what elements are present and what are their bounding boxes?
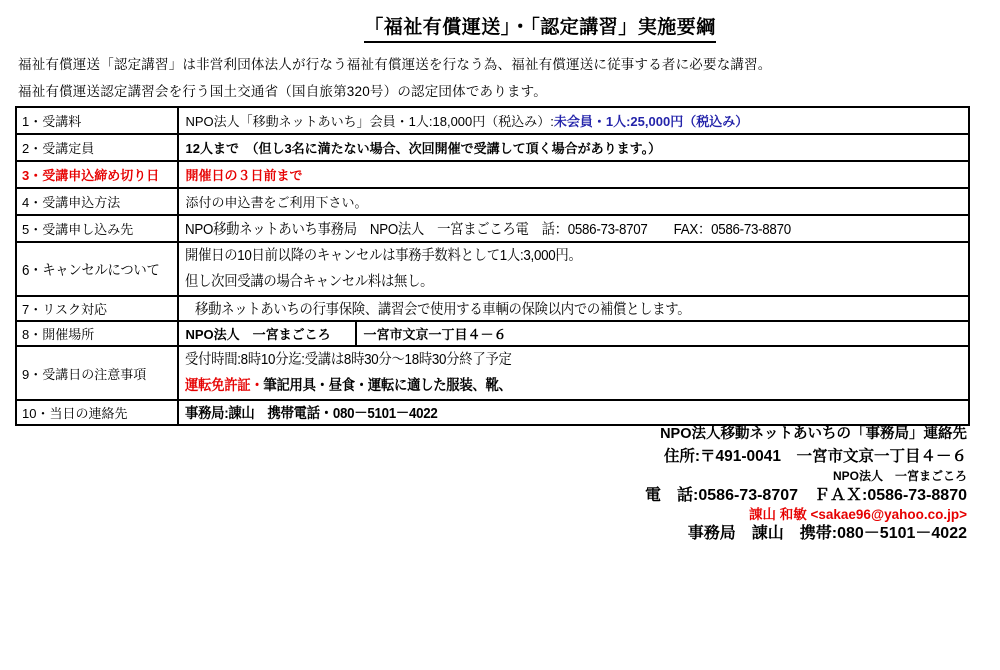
cancellation-line-1 bbox=[185, 243, 962, 269]
venue-name-cell: NPO法人 一宮まごころ bbox=[178, 321, 356, 346]
day-notes-line-2-text bbox=[185, 373, 512, 399]
table-row-capacity bbox=[16, 134, 969, 161]
row-value bbox=[178, 215, 969, 242]
row-label: 3・受講申込締め切り日 bbox=[16, 161, 178, 188]
row-label: 7・リスク対応 bbox=[16, 296, 178, 321]
table-row-cancellation bbox=[16, 242, 969, 296]
row-label-text: 6・キャンセルについて bbox=[22, 262, 160, 279]
table-row-venue bbox=[16, 321, 969, 346]
row-value: 12人まで （但し3名に満たない場合、次回開催で受講して頂く場合があります。） bbox=[178, 134, 969, 161]
info-table bbox=[15, 106, 970, 426]
info-table-wrapper bbox=[15, 106, 970, 426]
row-value: 添付の申込書をご利用下さい。 bbox=[178, 188, 969, 215]
document-title-row bbox=[0, 12, 1000, 43]
intro-line-1: 福祉有償運送「認定講習」は非営利団体法人が行なう福祉有償運送を行なう為、福祉有償運送に従事する者に必要な講習。 bbox=[18, 57, 772, 72]
table-row-application-method bbox=[16, 188, 969, 215]
footer-address: 住所:〒491-0041 一宮市文京一丁目４－６ bbox=[663, 448, 967, 465]
intro-paragraphs bbox=[18, 51, 772, 105]
cancellation-line-2-text: 但し次回受講の場合キャンセル料は無し。 bbox=[185, 274, 434, 290]
application-address-text: NPO移動ネットあいち事務局 NPO法人 一宮まごころ電 話：0586-73-8707 FAX：0586-73-8870 bbox=[185, 222, 792, 238]
day-notes-line-1-text: 受付時間:8時10分迄:受講は8時30分～18時30分終了予定 bbox=[185, 352, 512, 368]
row-value bbox=[178, 400, 969, 425]
table-row-deadline bbox=[16, 161, 969, 188]
row-value bbox=[178, 107, 969, 134]
fee-member: NPO法人「移動ネットあいち」会員・1人:18,000円（税込み）: bbox=[185, 114, 554, 129]
items-to-bring-text: 筆記用具・昼食・運転に適した服装、靴、 bbox=[263, 378, 513, 394]
row-label bbox=[16, 242, 178, 296]
row-value bbox=[178, 296, 969, 321]
row-label: 9・受講日の注意事項 bbox=[16, 346, 178, 400]
row-value: 開催日の３日前まで bbox=[178, 161, 969, 188]
day-notes-line-2 bbox=[185, 373, 962, 399]
contact-footer bbox=[645, 423, 967, 545]
table-row-risk bbox=[16, 296, 969, 321]
table-row-fee bbox=[16, 107, 969, 134]
intro-line-2: 福祉有償運送認定講習会を行う国土交通省（国自旅第320号）の認定団体であります。 bbox=[18, 84, 547, 99]
footer-mobile: 事務局 諌山 携帯:080－5101－4022 bbox=[687, 525, 967, 542]
row-value bbox=[178, 242, 969, 296]
footer-office-heading: NPO法人移動ネットあいちの「事務局」連絡先 bbox=[660, 426, 967, 442]
row-label: 1・受講料 bbox=[16, 107, 178, 134]
footer-npo-name: NPO法人 一宮まごころ bbox=[832, 469, 967, 483]
row-label: 2・受講定員 bbox=[16, 134, 178, 161]
fee-nonmember: 未会員・1人:25,000円（税込み） bbox=[553, 114, 749, 129]
license-required-text: 運転免許証・ bbox=[185, 378, 264, 394]
table-row-day-contact bbox=[16, 400, 969, 425]
venue-address-cell: 一宮市文京一丁目４－６ bbox=[356, 321, 969, 346]
table-row-application-address bbox=[16, 215, 969, 242]
row-label: 10・当日の連絡先 bbox=[16, 400, 178, 425]
risk-text: 移動ネットあいちの行事保険、講習会で使用する車輌の保険以内での補償とします。 bbox=[195, 302, 691, 318]
row-value bbox=[178, 346, 969, 400]
day-contact-text: 事務局:諌山 携帯電話・080－5101－4022 bbox=[185, 406, 439, 422]
row-label: 4・受講申込方法 bbox=[16, 188, 178, 215]
page-title: 「福祉有償運送」・「認定講習」実施要綱 bbox=[364, 12, 716, 43]
table-row-day-notes bbox=[16, 346, 969, 400]
cancellation-line-2 bbox=[185, 269, 962, 295]
day-notes-line-1 bbox=[185, 347, 962, 373]
footer-phone-fax: 電 話:0586-73-8707 ＦＡＸ:0586-73-8870 bbox=[645, 487, 967, 504]
row-label: 8・開催場所 bbox=[16, 321, 178, 346]
row-label: 5・受講申し込み先 bbox=[16, 215, 178, 242]
cancellation-line-1-text: 開催日の10日前以降のキャンセルは事務手数料として1人:3,000円。 bbox=[185, 248, 583, 264]
footer-email: 諌山 和敏 <sakae96@yahoo.co.jp> bbox=[749, 507, 967, 522]
